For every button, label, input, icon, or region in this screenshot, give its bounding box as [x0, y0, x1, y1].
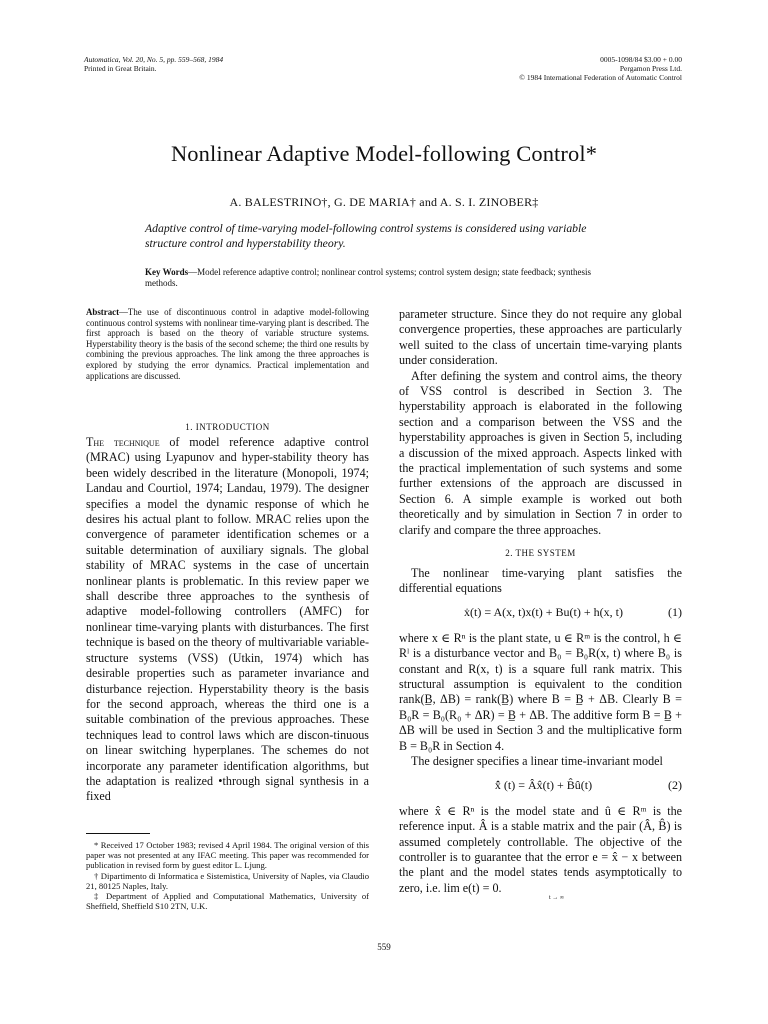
- equation-2-number: (2): [668, 778, 682, 793]
- keywords: [145, 267, 623, 289]
- paragraph-model-intro: The designer specifies a linear time-invariant model: [411, 753, 663, 768]
- paper-title: Nonlinear Adaptive Model-following Control*: [170, 141, 598, 166]
- abstract-text: —The use of discontinuous control in adaptive model-following continuous control systems with nonlinear time-varying plant is described. The first approach is based on the theory of variable structure systems. Hyperstability theory is the basis of the second scheme; the third one results by combining the previous approaches. The link among the three approaches is explored by studying the error dynamics. Practical implementation and applications are discussed.: [86, 307, 369, 381]
- introduction-paragraph: [86, 435, 369, 805]
- section-heading-system: 2. THE SYSTEM: [505, 548, 576, 559]
- intro-lead-words: The technique: [86, 435, 160, 449]
- intro-text: of model reference adaptive control (MRAC) using Lyapunov and hyper-stability theory has been widely described in the literature (Monopoli, 1974; Landau and Courtiol, 1974; Landau, 1979). The designer specifies a model the dynamic response of which he desires his actual plant to follow. MRAC relies upon the convergence of parameter identification schemes or a suitable determination of auxiliary signals. The global stability of MRAC systems in the case of uncertain nonlinear plants is problematic. In this review paper we shall describe three approaches to the synthesis of adaptive model-following controllers (AMFC) for nonlinear time-varying plants with disturbances. The first technique is based on the theory of multivariable variable-structure systems (VSS) (Utkin, 1974) which has desirable properties such as parameter invariance and disturbance rejection. Hyperstability theory is the basis for the second approach, whereas the third one is a suitable combination of the previous approaches. These techniques lead to control laws which are discon-tinuous on linear switching hyperplanes. The schemes do not incorporate any parameter identification algorithms, but the adaptation is realized •through signal synthesis in a fixed: [86, 435, 369, 804]
- keywords-label: Key Words: [145, 267, 189, 277]
- equation-2-body: x̂̇ (t) = Âx̂(t) + B̂û(t): [494, 778, 593, 793]
- price-line: 0005-1098/84 $3.00 + 0.00: [600, 55, 682, 64]
- publisher-info: [470, 55, 682, 82]
- footnote-received: * Received 17 October 1983; revised 4 April 1984. The original version of this paper was not presented at any IFAC meeting. This paper was recommended for publication in revised form by guest editor L. Ljung.: [86, 840, 369, 871]
- limit-subscript: t → ∞: [549, 895, 564, 902]
- paragraph-plant-intro: The nonlinear time-varying plant satisfies the differential equations: [399, 565, 682, 595]
- journal-citation: [84, 55, 304, 73]
- introduction-body: [86, 435, 369, 805]
- equation-1-body: ẋ(t) = A(x, t)x(t) + Bu(t) + h(x, t): [464, 605, 623, 620]
- author-list: A. BALESTRINO†, G. DE MARIA† and A. S. I. ZINOBER‡: [229, 195, 539, 209]
- abstract-label: Abstract: [86, 307, 120, 317]
- section-heading-introduction: 1. INTRODUCTION: [185, 422, 270, 432]
- abstract: [86, 307, 369, 381]
- equation-2: [399, 778, 682, 793]
- paragraph-model-definition: where x̂ ∈ Rⁿ is the model state and û ∈ Rᵐ is the reference input. Â is a stable matrix and the pair (Â, B̂) is assumed completely controllable. The objective of the controller is to guarantee that the error e = x̂ − x between the plant and the model states tends asymptotically to zero, i.e. lim e(t) = 0.: [399, 803, 682, 895]
- right-column: [399, 307, 682, 901]
- footnote-affiliation-sheffield: ‡ Department of Applied and Computational Mathematics, University of Sheffield, Sheffield S10 2TN, U.K.: [86, 891, 369, 912]
- journal-line-2: Printed in Great Britain.: [84, 64, 157, 73]
- footnotes: [86, 840, 369, 911]
- footnote-rule: [86, 833, 150, 834]
- page-number: 559: [377, 942, 391, 952]
- journal-line-1: Automatica, Vol. 20, No. 5, pp. 559–568, 1984: [84, 55, 224, 64]
- paragraph-outline: After defining the system and control aims, the theory of VSS control is described in Section 3. The hyperstability approach is elaborated in the following section and a comparison between the VSS and the hyperstability approaches is given in Section 5, including a discussion of the mixed approach. Aspects linked with the practical implementation of such systems and some further extensions of the approach are discussed in Section 6. A simple example is worked out both theoretically and by simulation in Section 7 in order to clarify and compare the three approaches.: [399, 368, 682, 537]
- footnote-affiliation-naples: † Dipartimento di Informatica e Sistemistica, University of Naples, via Claudio 21, 80125 Naples, Italy.: [86, 870, 369, 891]
- equation-1: [399, 605, 682, 620]
- summary: Adaptive control of time-varying model-following control systems is considered using variable structure control and hyperstability theory.: [145, 222, 587, 250]
- copyright-line: © 1984 International Federation of Automatic Control: [519, 73, 682, 82]
- paragraph-plant-definition: where x ∈ Rⁿ is the plant state, u ∈ Rᵐ is the control, h ∈ Rˡ is a disturbance vector and B₀ = B₀R(x, t) where B₀ is constant and R(x, t) is a square full rank matrix. This structural assumption is equivalent to the condition rank(B̲, ΔB) = rank(B̲) where B = B̲ + ΔB. Clearly B = B₀R = B₀(R₀ + ΔR) = B̲ + ΔB. The additive form B = B̲ + ΔB will be used in Section 3 and the multiplicative form B = B₀R in Section 4.: [399, 630, 682, 753]
- equation-1-number: (1): [668, 605, 682, 620]
- publisher-line: Pergamon Press Ltd.: [619, 64, 682, 73]
- keywords-text: —Model reference adaptive control; nonlinear control systems; control system design; state feedback; synthesis methods.: [145, 267, 591, 288]
- paragraph-continuation: parameter structure. Since they do not require any global convergence properties, these approaches are particularly well suited to the class of uncertain time-varying plants under consideration.: [399, 307, 682, 368]
